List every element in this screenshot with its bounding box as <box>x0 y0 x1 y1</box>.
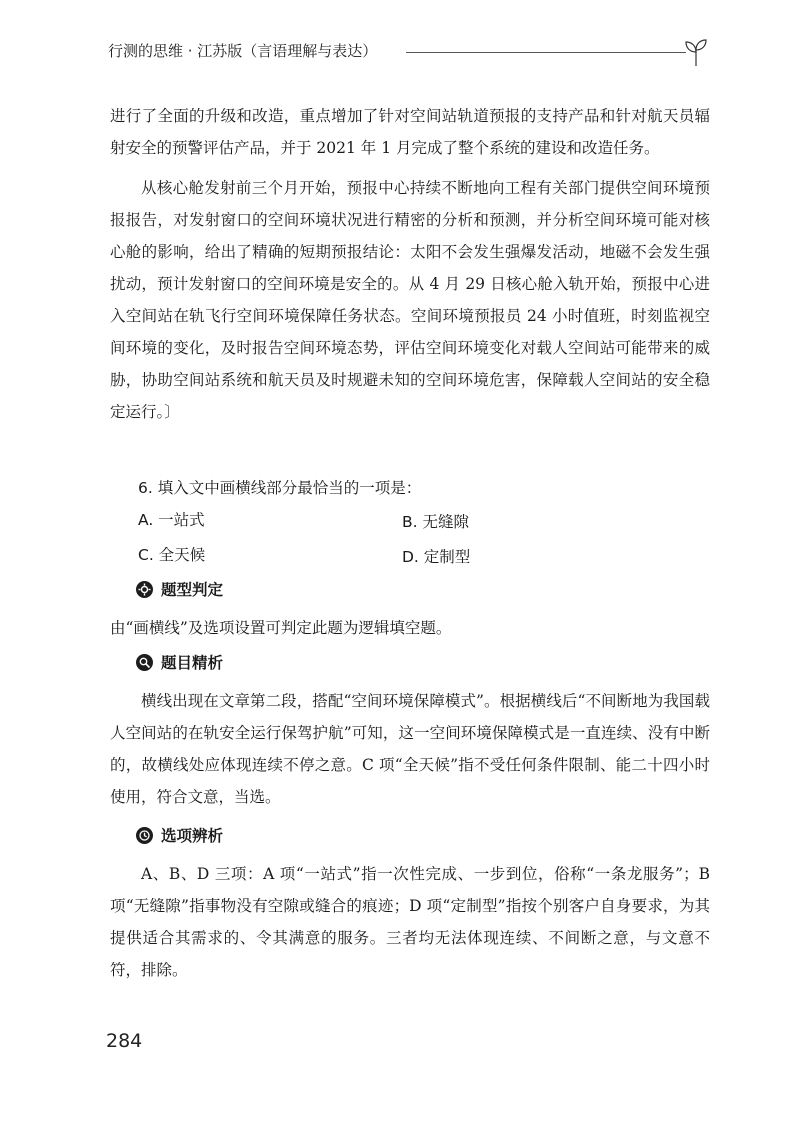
gear-icon <box>136 581 153 598</box>
option-a: A. 一站式 <box>138 511 205 529</box>
page-number: 284 <box>106 1030 143 1052</box>
book-title: 行测的思维 · 江苏版（言语理解与表达） <box>108 42 378 60</box>
passage-paragraph-2: 从核心舱发射前三个月开始，预报中心持续不断地向工程有关部门提供空间环境预报报告，对发射窗口的空间环境状况进行精密的分析和预测，并分析空间环境可能对核心舱的影响，给出了精确的短期预报结论：太阳不会发生强爆发活动，地磁不会发生强扰动，预计发射窗口的空间环境是安全的。从 4 月 29 日核心舱入轨开始，预报中心进入空间站在轨飞行空间环境保障任务状态。空间环境预报员 24 小时值班，时刻监视空间环境的变化，及时报告空间环境态势，评估空间环境变化对载人空间站可能带来的威胁，协助空间站系统和航天员及时规避未知的空间环境危害，保障载人空间站的安全稳定运行。〕 <box>110 179 710 421</box>
header-rule <box>406 52 686 53</box>
section-options-title: 选项辨析 <box>161 827 224 845</box>
option-b: B. 无缝隙 <box>402 513 469 531</box>
passage-paragraph-1: 进行了全面的升级和改造，重点增加了针对空间站轨道预报的支持产品和针对航天员辐射安全的预警评估产品，并于 2021 年 1 月完成了整个系统的建设和改造任务。 <box>110 107 710 157</box>
sprout-icon <box>684 36 708 68</box>
option-d: D. 定制型 <box>402 548 471 566</box>
magnifier-icon <box>136 654 153 671</box>
running-header <box>108 36 708 68</box>
section-type-body: 由“画横线”及选项设置可判定此题为逻辑填空题。 <box>110 619 452 637</box>
section-type-heading <box>136 576 223 602</box>
section-analysis-heading <box>136 649 223 675</box>
question-stem: 6. 填入文中画横线部分最恰当的一项是： <box>138 479 422 497</box>
clock-icon <box>136 827 153 844</box>
option-c: C. 全天候 <box>138 546 206 564</box>
section-type-title: 题型判定 <box>161 581 224 599</box>
section-options-heading <box>136 822 223 848</box>
section-options-body: A、B、D 三项：A 项“一站式”指一次性完成、一步到位，俗称“一条龙服务”；B 项“无缝隙”指事物没有空隙或缝合的痕迹；D 项“定制型”指按个别客户自身要求，为其提供适合其需求的、令其满意的服务。三者均无法体现连续、不间断之意，与文意不符，排除。 <box>110 865 710 979</box>
section-analysis-title: 题目精析 <box>161 654 224 672</box>
section-analysis-body: 横线出现在文章第二段，搭配“空间环境保障模式”。根据横线后“不间断地为我国载人空间站的在轨安全运行保驾护航”可知，这一空间环境保障模式是一直连续、没有中断的，故横线处应体现连续不停之意。C 项“全天候”指不受任何条件限制、能二十四小时使用，符合文意，当选。 <box>110 692 710 806</box>
